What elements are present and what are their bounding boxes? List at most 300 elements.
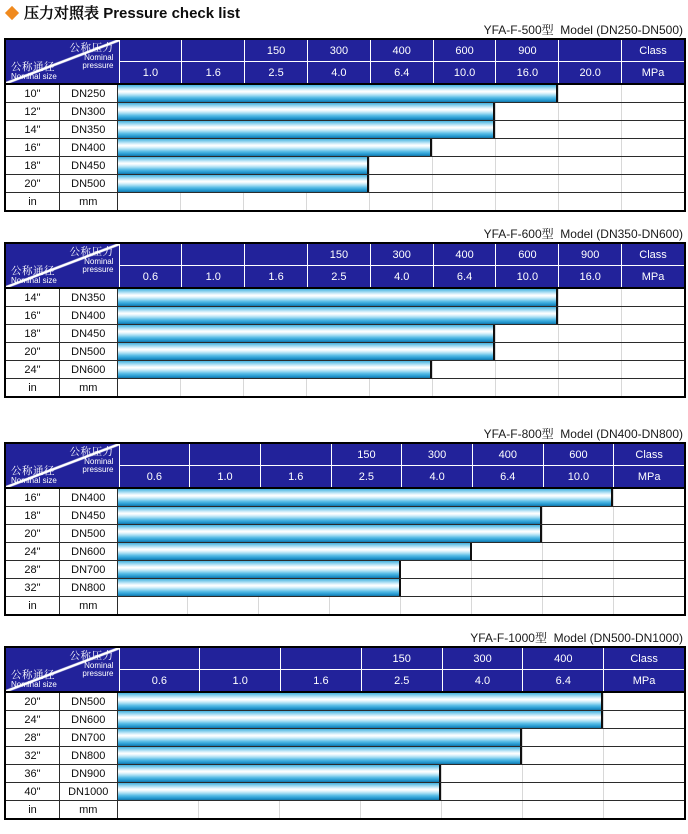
grid-cell (522, 747, 603, 764)
grid-cell (558, 289, 621, 306)
size-inch-cell: 20" (6, 343, 60, 360)
grid-cell (306, 193, 369, 210)
pressure-range-bar (118, 507, 543, 524)
table-header (6, 444, 684, 489)
grid-cell (621, 157, 684, 174)
table-row (6, 489, 684, 506)
pressure-header-row (119, 266, 685, 287)
pressure-header-cell: 1.0 (119, 62, 182, 83)
size-inch-cell: 14" (6, 121, 60, 138)
table-row (6, 156, 684, 174)
pressure-range-bar (118, 579, 401, 596)
pressure-header-cell: 20.0 (558, 62, 621, 83)
pressure-header-cell: 10.0 (495, 266, 558, 287)
nominal-pressure-en1: Nominal (84, 257, 114, 266)
table-row (6, 693, 684, 710)
class-header-cell: 150 (331, 444, 402, 465)
grid-cell (621, 289, 684, 306)
table-row (6, 710, 684, 728)
corner-header-cell (6, 40, 119, 83)
pressure-cells (118, 597, 685, 614)
table-section (4, 228, 686, 398)
class-header-cell: 600 (543, 444, 614, 465)
grid-cell (558, 307, 621, 324)
pressure-range-bar (118, 783, 442, 800)
grid-cell (558, 85, 621, 102)
grid-cell (558, 157, 621, 174)
pressure-cells (118, 121, 685, 138)
table-header (6, 244, 684, 289)
size-inch-cell: in (6, 379, 60, 396)
pressure-header-cell: 6.4 (433, 266, 496, 287)
table-section (4, 24, 686, 212)
nominal-size-en: Nominal size (11, 680, 57, 689)
pressure-header-cell: 16.0 (495, 62, 558, 83)
grid-cell (558, 379, 621, 396)
table-row (6, 306, 684, 324)
pressure-range-bar (118, 175, 370, 192)
table-body (6, 289, 684, 396)
pressure-range-bar (118, 361, 433, 378)
grid-cell (432, 193, 495, 210)
grid-cell (400, 561, 471, 578)
grid-cell (613, 543, 684, 560)
class-header-cell: 150 (361, 648, 442, 669)
class-header-cell (199, 648, 280, 669)
pressure-header-cell: 1.6 (260, 466, 331, 487)
class-header-cell (119, 244, 182, 265)
size-inch-cell: 16" (6, 139, 60, 156)
class-header-cell: 300 (442, 648, 523, 669)
pressure-cells (118, 85, 685, 102)
class-header-row (119, 40, 685, 62)
grid-cell (542, 525, 613, 542)
grid-cell (603, 801, 684, 818)
size-dn-cell: DN500 (60, 693, 118, 710)
pressure-cells (118, 783, 685, 800)
size-dn-cell: DN700 (60, 729, 118, 746)
pressure-cells (118, 379, 685, 396)
pressure-header-cell: 6.4 (472, 466, 543, 487)
size-dn-cell: mm (60, 379, 118, 396)
pressure-range-bar (118, 693, 604, 710)
grid-cell (198, 801, 279, 818)
pressure-header-cell: 4.0 (401, 466, 472, 487)
table-row (6, 764, 684, 782)
size-dn-cell: DN500 (60, 175, 118, 192)
table-row (6, 289, 684, 306)
pressure-range-bar (118, 765, 442, 782)
grid-cell (360, 801, 441, 818)
nominal-pressure-label (70, 42, 114, 70)
page-title-en: Pressure check list (103, 5, 240, 22)
size-inch-cell: 40" (6, 783, 60, 800)
class-header-cell (260, 444, 331, 465)
table-row (6, 192, 684, 210)
size-inch-cell: 32" (6, 579, 60, 596)
grid-cell (306, 379, 369, 396)
nominal-pressure-en1: Nominal (84, 661, 114, 670)
pressure-range-bar (118, 711, 604, 728)
pressure-table (4, 242, 686, 398)
header-columns (119, 444, 685, 487)
pressure-range-bar (118, 289, 559, 306)
grid-cell (621, 85, 684, 102)
class-header-cell (181, 244, 244, 265)
table-row (6, 542, 684, 560)
class-header-cell: Class (621, 244, 684, 265)
nominal-size-zh: 公称通径 (11, 465, 55, 477)
tables-container (4, 24, 686, 820)
pressure-header-cell: 4.0 (370, 266, 433, 287)
grid-cell (621, 103, 684, 120)
pressure-table (4, 38, 686, 212)
pressure-range-bar (118, 307, 559, 324)
table-body (6, 489, 684, 614)
pressure-range-bar (118, 343, 496, 360)
table-row (6, 360, 684, 378)
size-inch-cell: 16" (6, 489, 60, 506)
pressure-header-cell: 16.0 (558, 266, 621, 287)
pressure-header-row (119, 62, 685, 83)
pressure-range-bar (118, 103, 496, 120)
nominal-pressure-label (70, 650, 114, 678)
class-header-cell (181, 40, 244, 61)
pressure-header-cell: MPa (613, 466, 684, 487)
grid-cell (603, 765, 684, 782)
grid-cell (621, 325, 684, 342)
grid-cell (613, 489, 684, 506)
grid-cell (495, 361, 558, 378)
class-header-cell: Class (613, 444, 684, 465)
class-header-cell: 600 (495, 244, 558, 265)
grid-cell (613, 597, 684, 614)
grid-cell (495, 121, 558, 138)
pressure-cells (118, 193, 685, 210)
pressure-cells (118, 343, 685, 360)
nominal-size-label (11, 61, 57, 81)
grid-cell (558, 103, 621, 120)
class-header-cell (119, 444, 190, 465)
grid-cell (495, 193, 558, 210)
size-inch-cell: 12" (6, 103, 60, 120)
size-dn-cell: mm (60, 597, 118, 614)
grid-cell (621, 361, 684, 378)
grid-cell (369, 175, 432, 192)
nominal-pressure-en2: pressure (82, 669, 114, 678)
pressure-header-cell: 10.0 (543, 466, 614, 487)
size-inch-cell: 18" (6, 157, 60, 174)
grid-cell (180, 379, 243, 396)
grid-cell (558, 121, 621, 138)
grid-cell (542, 543, 613, 560)
size-inch-cell: 24" (6, 543, 60, 560)
pressure-cells (118, 729, 685, 746)
nominal-pressure-en1: Nominal (84, 457, 114, 466)
size-dn-cell: DN400 (60, 139, 118, 156)
class-header-cell: 600 (433, 40, 496, 61)
size-dn-cell: DN450 (60, 157, 118, 174)
grid-cell (522, 729, 603, 746)
class-header-cell (280, 648, 361, 669)
class-header-cell: Class (621, 40, 684, 61)
pressure-table (4, 646, 686, 820)
grid-cell (432, 139, 495, 156)
nominal-pressure-zh: 公称压力 (69, 650, 114, 662)
nominal-pressure-en2: pressure (82, 61, 114, 70)
size-inch-cell: in (6, 597, 60, 614)
size-dn-cell: DN600 (60, 361, 118, 378)
class-header-cell (244, 244, 307, 265)
grid-cell (432, 379, 495, 396)
grid-cell (471, 579, 542, 596)
table-row (6, 342, 684, 360)
size-inch-cell: 28" (6, 729, 60, 746)
size-inch-cell: 20" (6, 525, 60, 542)
class-header-cell: 400 (433, 244, 496, 265)
class-header-cell (558, 40, 621, 61)
grid-cell (621, 139, 684, 156)
grid-cell (441, 783, 522, 800)
pressure-header-cell: 4.0 (442, 670, 523, 691)
class-header-cell: 300 (370, 244, 433, 265)
size-dn-cell: DN800 (60, 579, 118, 596)
class-header-cell: 900 (495, 40, 558, 61)
grid-cell (558, 361, 621, 378)
pressure-cells (118, 765, 685, 782)
nominal-pressure-en1: Nominal (84, 53, 114, 62)
class-header-cell: 150 (307, 244, 370, 265)
pressure-range-bar (118, 561, 401, 578)
grid-cell (432, 175, 495, 192)
class-header-cell: 150 (244, 40, 307, 61)
grid-cell (522, 801, 603, 818)
grid-cell (471, 561, 542, 578)
class-header-cell: 900 (558, 244, 621, 265)
pressure-range-bar (118, 747, 523, 764)
grid-cell (613, 507, 684, 524)
pressure-header-cell: 0.6 (119, 266, 182, 287)
class-header-cell (119, 648, 200, 669)
size-inch-cell: 10" (6, 85, 60, 102)
size-inch-cell: 24" (6, 711, 60, 728)
size-dn-cell: mm (60, 801, 118, 818)
size-dn-cell: DN450 (60, 325, 118, 342)
pressure-cells (118, 307, 685, 324)
grid-cell (542, 561, 613, 578)
grid-cell (613, 525, 684, 542)
table-row (6, 120, 684, 138)
table-row (6, 800, 684, 818)
pressure-range-bar (118, 121, 496, 138)
table-section (4, 428, 686, 616)
grid-cell (279, 801, 360, 818)
grid-cell (621, 121, 684, 138)
grid-cell (558, 325, 621, 342)
grid-cell (495, 157, 558, 174)
table-body (6, 85, 684, 210)
class-header-cell (189, 444, 260, 465)
nominal-size-en: Nominal size (11, 276, 57, 285)
header-columns (119, 244, 685, 287)
size-dn-cell: DN600 (60, 543, 118, 560)
grid-cell (243, 379, 306, 396)
grid-cell (258, 597, 329, 614)
nominal-pressure-en2: pressure (82, 265, 114, 274)
size-dn-cell: DN800 (60, 747, 118, 764)
pressure-header-cell: 10.0 (433, 62, 496, 83)
corner-header-cell (6, 244, 119, 287)
size-inch-cell: 18" (6, 325, 60, 342)
size-inch-cell: 32" (6, 747, 60, 764)
grid-cell (118, 193, 180, 210)
grid-cell (118, 801, 198, 818)
grid-cell (495, 175, 558, 192)
grid-cell (603, 729, 684, 746)
nominal-pressure-en2: pressure (82, 465, 114, 474)
pressure-header-cell: 2.5 (307, 266, 370, 287)
nominal-size-zh: 公称通径 (11, 265, 55, 277)
grid-cell (621, 193, 684, 210)
table-row (6, 174, 684, 192)
class-header-row (119, 444, 685, 466)
size-dn-cell: DN450 (60, 507, 118, 524)
pressure-header-cell: 4.0 (307, 62, 370, 83)
grid-cell (613, 561, 684, 578)
pressure-cells (118, 103, 685, 120)
model-subtitle: YFA-F-1000型 Model (DN500-DN1000) (470, 631, 683, 645)
nominal-size-label (11, 669, 57, 689)
pressure-header-cell: 1.6 (280, 670, 361, 691)
pressure-cells (118, 507, 685, 524)
pressure-header-cell: MPa (603, 670, 684, 691)
pressure-header-cell: 1.6 (181, 62, 244, 83)
class-header-cell: 400 (522, 648, 603, 669)
pressure-cells (118, 579, 685, 596)
class-header-row (119, 648, 685, 670)
size-dn-cell: DN500 (60, 525, 118, 542)
table-row (6, 728, 684, 746)
class-header-cell (119, 40, 182, 61)
table-header (6, 40, 684, 85)
nominal-size-zh: 公称通径 (11, 61, 55, 73)
size-dn-cell: DN1000 (60, 783, 118, 800)
size-inch-cell: 24" (6, 361, 60, 378)
nominal-pressure-zh: 公称压力 (69, 42, 114, 54)
pressure-table (4, 442, 686, 616)
pressure-range-bar (118, 157, 370, 174)
nominal-size-label (11, 265, 57, 285)
grid-cell (441, 801, 522, 818)
grid-cell (187, 597, 258, 614)
pressure-cells (118, 361, 685, 378)
pressure-header-cell: 0.6 (119, 670, 200, 691)
nominal-size-en: Nominal size (11, 476, 57, 485)
corner-header-cell (6, 444, 119, 487)
pressure-range-bar (118, 325, 496, 342)
grid-cell (495, 379, 558, 396)
grid-cell (432, 361, 495, 378)
grid-cell (613, 579, 684, 596)
grid-cell (522, 765, 603, 782)
pressure-range-bar (118, 489, 614, 506)
table-row (6, 596, 684, 614)
pressure-cells (118, 157, 685, 174)
grid-cell (432, 157, 495, 174)
pressure-header-cell: 1.6 (244, 266, 307, 287)
size-inch-cell: 36" (6, 765, 60, 782)
grid-cell (369, 157, 432, 174)
size-inch-cell: 14" (6, 289, 60, 306)
page-title (24, 2, 240, 23)
model-subtitle: YFA-F-600型 Model (DN350-DN600) (483, 227, 683, 241)
pressure-cells (118, 525, 685, 542)
pressure-cells (118, 561, 685, 578)
class-header-row (119, 244, 685, 266)
table-row (6, 560, 684, 578)
pressure-header-cell: MPa (621, 62, 684, 83)
table-row (6, 578, 684, 596)
grid-cell (369, 193, 432, 210)
class-header-cell: Class (603, 648, 684, 669)
grid-cell (603, 783, 684, 800)
table-row (6, 506, 684, 524)
size-dn-cell: DN250 (60, 85, 118, 102)
size-inch-cell: in (6, 801, 60, 818)
pressure-range-bar (118, 729, 523, 746)
grid-cell (118, 597, 188, 614)
grid-cell (558, 139, 621, 156)
table-row (6, 138, 684, 156)
grid-cell (471, 597, 542, 614)
table-row (6, 746, 684, 764)
size-dn-cell: DN500 (60, 343, 118, 360)
pressure-header-row (119, 466, 685, 487)
pressure-header-cell: 6.4 (370, 62, 433, 83)
grid-cell (471, 543, 542, 560)
class-header-cell: 300 (401, 444, 472, 465)
grid-cell (495, 325, 558, 342)
size-dn-cell: DN400 (60, 489, 118, 506)
model-subtitle: YFA-F-500型 Model (DN250-DN500) (483, 23, 683, 37)
grid-cell (558, 343, 621, 360)
grid-cell (542, 507, 613, 524)
pressure-cells (118, 543, 685, 560)
grid-cell (400, 597, 471, 614)
table-row (6, 782, 684, 800)
size-dn-cell: DN350 (60, 121, 118, 138)
grid-cell (495, 343, 558, 360)
nominal-pressure-zh: 公称压力 (69, 446, 114, 458)
pressure-cells (118, 693, 685, 710)
class-header-cell: 400 (370, 40, 433, 61)
size-dn-cell: DN400 (60, 307, 118, 324)
pressure-header-cell: 2.5 (361, 670, 442, 691)
grid-cell (558, 175, 621, 192)
size-dn-cell: mm (60, 193, 118, 210)
class-header-cell: 400 (472, 444, 543, 465)
table-header (6, 648, 684, 693)
grid-cell (441, 765, 522, 782)
grid-cell (603, 711, 684, 728)
size-inch-cell: 20" (6, 693, 60, 710)
diamond-bullet-icon (5, 5, 19, 19)
size-inch-cell: 18" (6, 507, 60, 524)
table-row (6, 378, 684, 396)
table-row (6, 85, 684, 102)
size-dn-cell: DN700 (60, 561, 118, 578)
table-section (4, 632, 686, 820)
